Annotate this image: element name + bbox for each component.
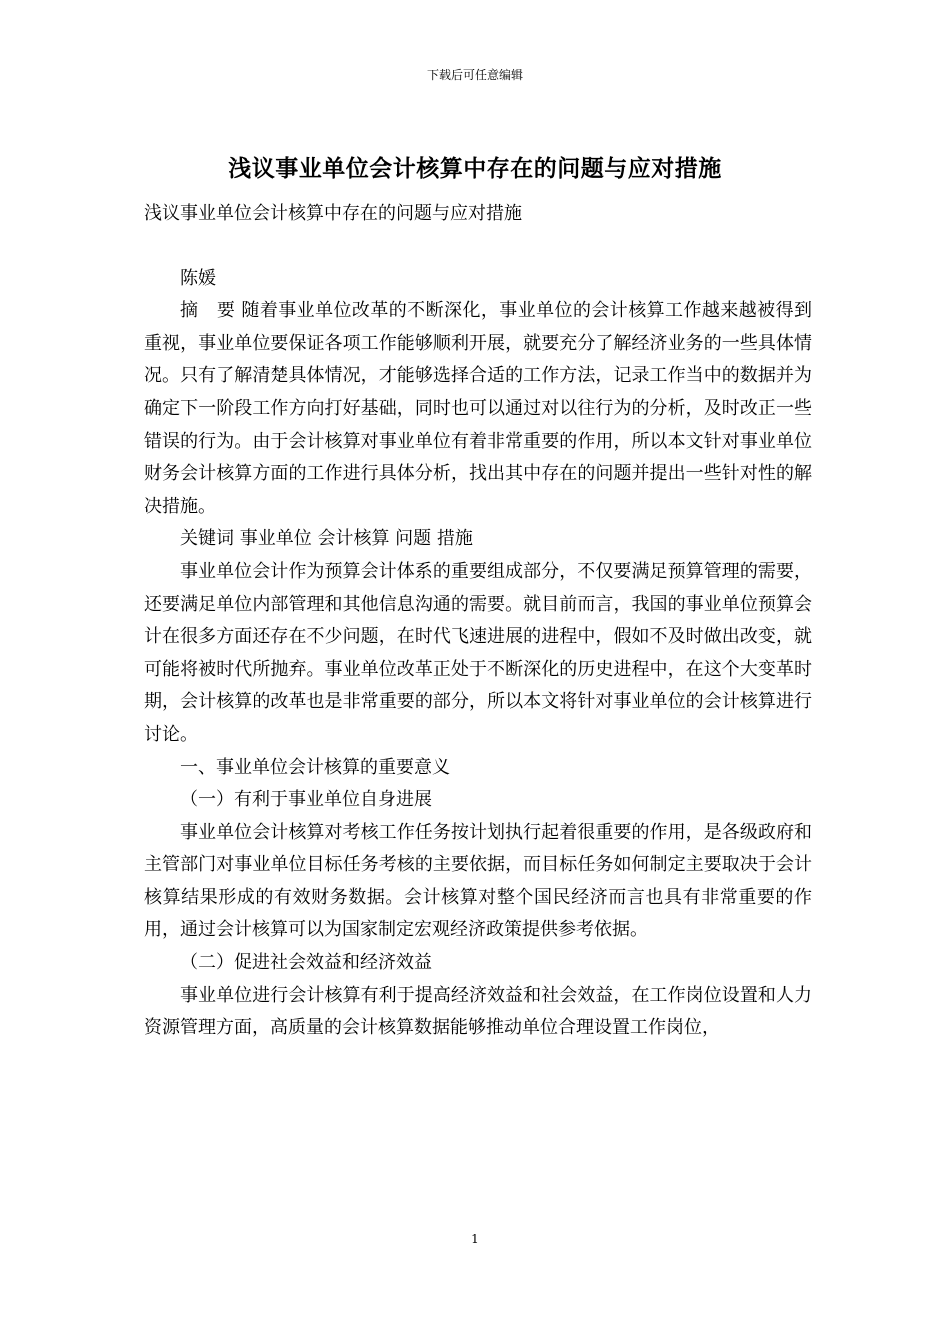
page-number: 1 (471, 1232, 479, 1246)
blank-line (144, 231, 812, 263)
subsection-heading-1: （一）有利于事业单位自身进展 (180, 789, 432, 811)
subsection-heading-2: （二）促进社会效益和经济效益 (180, 952, 432, 974)
subtitle: 浅议事业单位会计核算中存在的问题与应对措施 (144, 203, 522, 224)
abstract-paragraph: 摘 要 随着事业单位改革的不断深化，事业单位的会计核算工作越来越被得到重视，事业单位要保证各项工作能够顺利开展，就要充分了解经济业务的一些具体情况。只有了解清楚具体情况，才能够选择合适的工作方法，记录工作当中的数据并为确定下一阶段工作方向打好基础，同时也可以通过对以往行为的分析，及时改正一些错误的行为。由于会计核算对事业单位有着非常重要的作用，所以本文针对事业单位财务会计核算方面的工作进行具体分析，找出其中存在的问题并提出一些针对性的解决措施。 (144, 300, 812, 517)
author: 陈媛 (180, 267, 216, 289)
document-title: 浅议事业单位会计核算中存在的问题与应对措施 (228, 155, 722, 182)
intro-paragraph: 事业单位会计作为预算会计体系的重要组成部分，不仅要满足预算管理的需要，还要满足单位内部管理和其他信息沟通的需要。就目前而言，我国的事业单位预算会计在很多方面还存在不少问题，在时代飞速进展的进程中，假如不及时做出改变，就可能将被时代所抛弃。事业单位改革正处于不断深化的历史进程中，在这个大变革时期，会计核算的改革也是非常重要的部分，所以本文将针对事业单位的会计核算进行讨论。 (144, 560, 812, 745)
keywords: 关键词 事业单位 会计核算 问题 措施 (180, 528, 473, 550)
subsection-2-paragraph: 事业单位进行会计核算有利于提高经济效益和社会效益，在工作岗位设置和人力资源管理方面，高质量的会计核算数据能够推动单位合理设置工作岗位， (144, 984, 812, 1039)
section-heading-1: 一、事业单位会计核算的重要意义 (180, 756, 450, 778)
subsection-1-paragraph: 事业单位会计核算对考核工作任务按计划执行起着很重要的作用，是各级政府和主管部门对事业单位目标任务考核的主要依据，而目标任务如何制定主要取决于会计核算结果形成的有效财务数据。会计核算对整个国民经济而言也具有非常重要的作用，通过会计核算可以为国家制定宏观经济政策提供参考依据。 (144, 821, 812, 941)
page-header: 下载后可任意编辑 (426, 68, 523, 82)
document-body (144, 198, 812, 1045)
